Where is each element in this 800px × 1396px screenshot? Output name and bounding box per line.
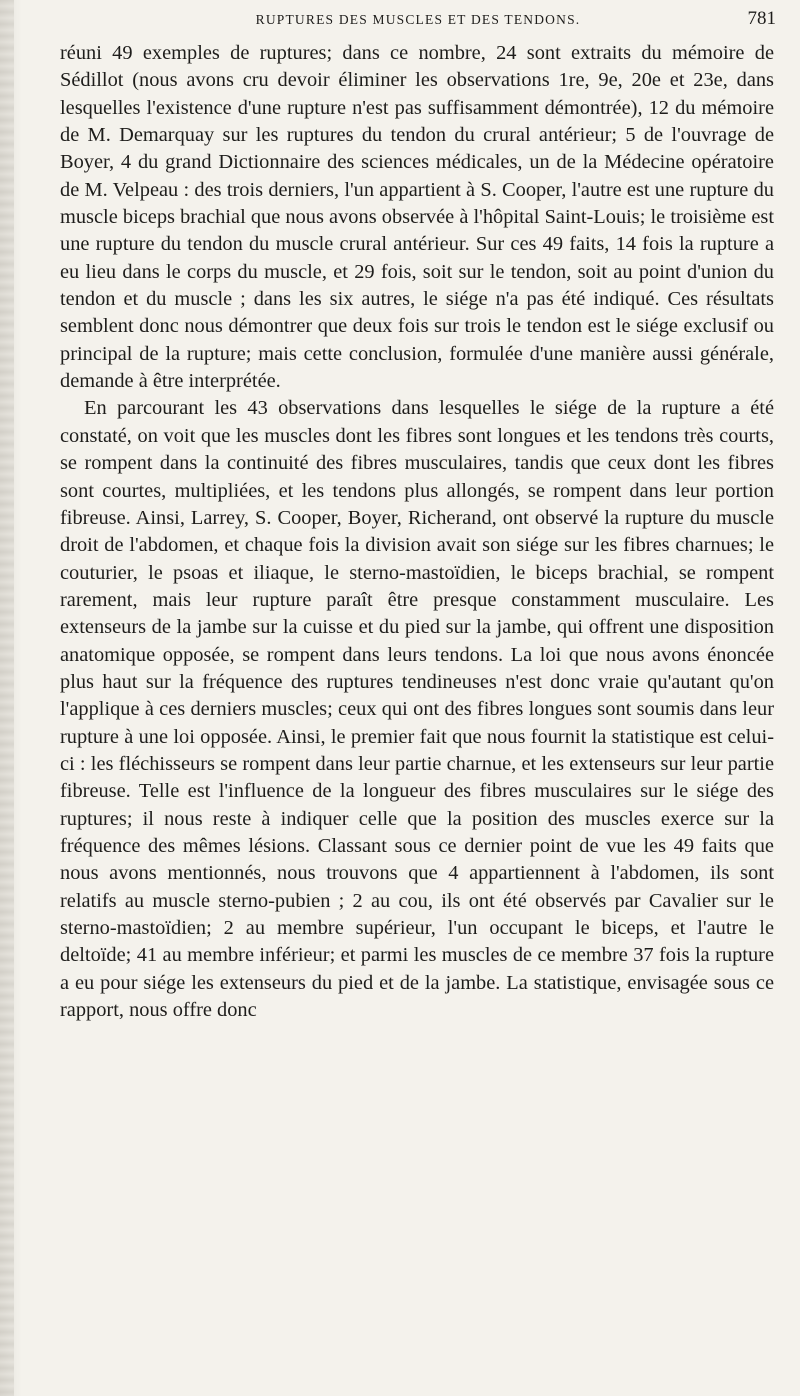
paragraph-continued: réuni 49 exemples de ruptures; dans ce nombre, 24 sont extraits du mémoire de Sédillot (nous avons cru devoir éliminer les observations 1re, 9e, 20e et 23e, dans lesquelles l'existence d'une rupture n'est pas suffisamment démontrée), 12 du mémoire de M. Demarquay sur les ruptures du tendon du crural antérieur; 5 de l'ouvrage de Boyer, 4 du grand Dictionnaire des sciences médicales, un de la Médecine opératoire de M. Velpeau : des trois derniers, l'un appartient à S. Cooper, l'autre est une rupture du muscle biceps brachial que nous avons observée à l'hôpital Saint-Louis; le troisième est une rupture du tendon du muscle crural antérieur. Sur ces 49 faits, 14 fois la rupture a eu lieu dans le corps du muscle, et 29 fois, soit sur le tendon, soit au point d'union du tendon et du muscle ; dans les six autres, le siége n'a pas été indiqué. Ces résultats semblent donc nous démontrer que deux fois sur trois le tendon est le siége exclusif ou principal de la rupture; mais cette conclusion, formulée d'une manière aussi générale, demande à être interprétée.	[60, 42, 774, 393]
paragraph: En parcourant les 43 observations dans lesquelles le siége de la rupture a été constaté, on voit que les muscles dont les fibres sont longues et les tendons très courts, se rompent dans la continuité des fibres musculaires, tandis que ceux dont les fibres sont courtes, multipliées, et les tendons plus allongés, se rompent dans leur portion fibreuse. Ainsi, Larrey, S. Cooper, Boyer, Richerand, ont observé la rupture du muscle droit de l'abdomen, et chaque fois la division avait son siége sur les fibres charnues; le couturier, le psoas et iliaque, le sterno-mastoïdien, le biceps brachial, se rompent rarement, mais leur rupture paraît être presque constamment musculaire. Les extenseurs de la jambe sur la cuisse et du pied sur la jambe, qui offrent une disposition anatomique opposée, se rompent dans leurs tendons. La loi que nous avons énoncée plus haut sur la fréquence des ruptures tendineuses n'est donc vraie qu'autant qu'on l'applique à ces derniers muscles; ceux qui ont des fibres longues sont soumis dans leur rupture à une loi opposée. Ainsi, le premier fait que nous fournit la statistique est celui-ci : les fléchisseurs se rompent dans leur partie charnue, et les extenseurs sur leur partie fibreuse. Telle est l'influence de la longueur des fibres musculaires sur le siége des ruptures; il nous reste à indiquer celle que la position des muscles exerce sur la fréquence des mêmes lésions. Classant sous ce dernier point de vue les 49 faits que nous avons mentionnés, nous trouvons que 4 appartiennent à l'abdomen, ils sont relatifs au muscle sterno-pubien ; 2 au cou, ils ont été observés par Cavalier sur le sterno-mastoïdien; 2 au membre supérieur, l'un occupant le biceps, et l'autre le deltoïde; 41 au membre inférieur; et parmi les muscles de ce membre 37 fois la rupture a eu pour siége les extenseurs du pied et de la jambe. La statistique, envisagée sous ce rapport, nous offre donc	[60, 397, 774, 1022]
page-binding-edge	[0, 0, 14, 1396]
body-text	[60, 40, 774, 1024]
running-title: RUPTURES DES MUSCLES ET DES TENDONS.	[255, 12, 581, 27]
page-header	[60, 8, 776, 34]
page-number: 781	[747, 8, 776, 29]
